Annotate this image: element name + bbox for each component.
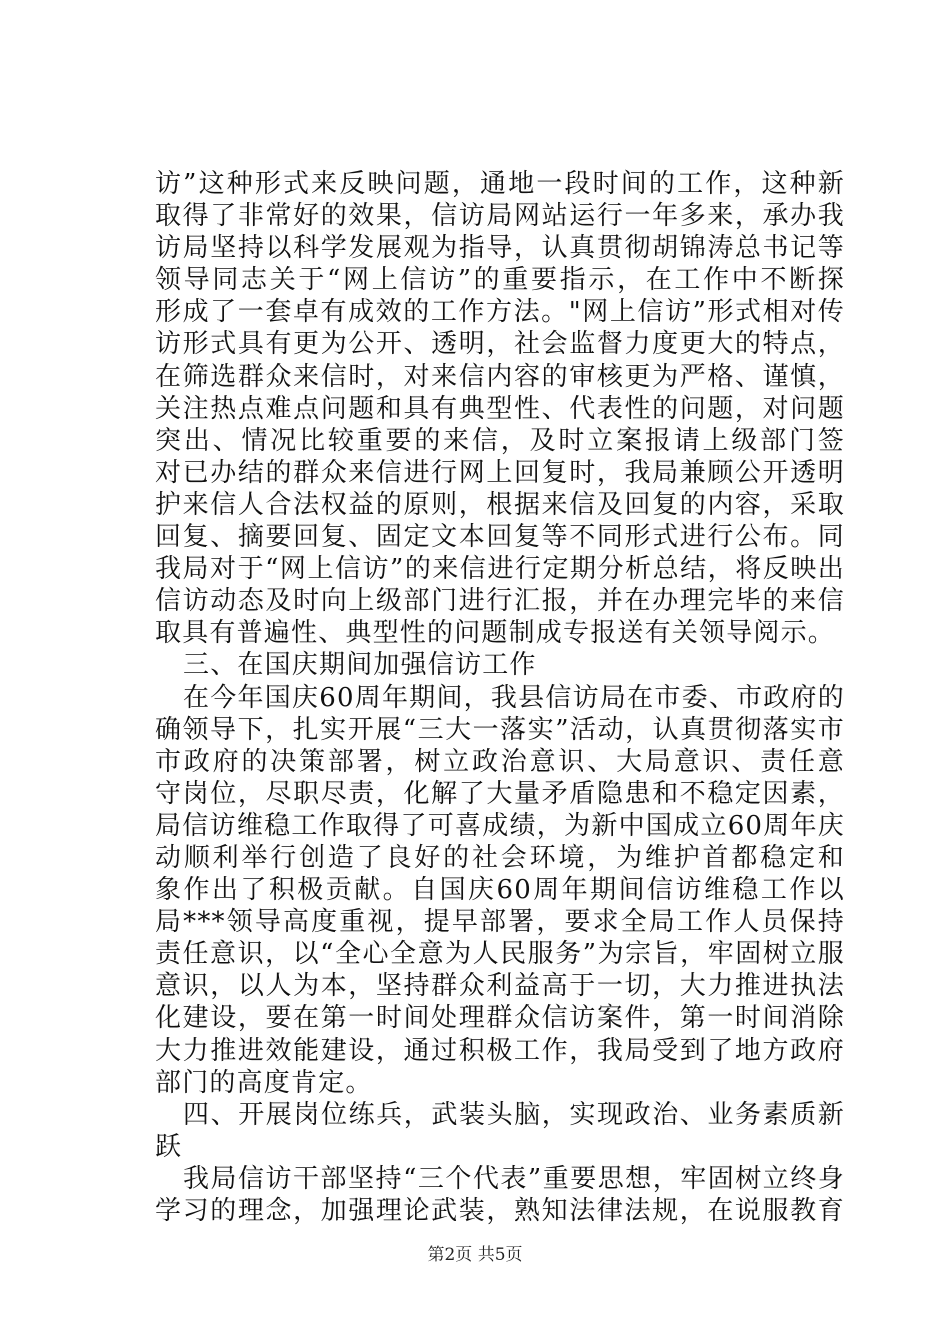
text-line: 信访动态及时向上级部门进行汇报，并在办理完毕的来信: [155, 586, 845, 617]
document-body: [155, 168, 845, 1227]
text-line: 局信访维稳工作取得了可喜成绩，为新中国成立60周年庆: [155, 810, 845, 841]
text-line: 关注热点难点问题和具有典型性、代表性的问题，对问题: [155, 393, 845, 424]
text-line: 大力推进效能建设，通过积极工作，我局受到了地方政府: [155, 1035, 845, 1066]
text-line: 责任意识，以“全心全意为人民服务”为宗旨，牢固树立服: [155, 939, 845, 970]
text-line: 象作出了积极贡献。自国庆60周年期间信访维稳工作以: [155, 875, 845, 906]
text-line: 意识，以人为本，坚持群众利益高于一切，大力推进执法: [155, 971, 845, 1002]
text-line: 学习的理念，加强理论武装，熟知法律法规，在说服教育: [155, 1196, 845, 1226]
text-line: 我局对于“网上信访”的来信进行定期分析总结，将反映出: [155, 554, 845, 585]
text-line: 护来信人合法权益的原则，根据来信及回复的内容，采取: [155, 489, 845, 520]
text-line: 我局信访干部坚持“三个代表”重要思想，牢固树立终身: [183, 1163, 845, 1194]
text-line: 化建设，要在第一时间处理群众信访案件，第一时间消除: [155, 1003, 845, 1034]
text-line: 对已办结的群众来信进行网上回复时，我局兼顾公开透明: [155, 457, 845, 488]
section-heading: 三、在国庆期间加强信访工作: [183, 650, 537, 681]
section-heading: 四、开展岗位练兵，武装头脑，实现政治、业务素质新: [183, 1099, 845, 1130]
text-line: 市政府的决策部署，树立政治意识、大局意识、责任意: [155, 746, 845, 777]
text-line: 取具有普遍性、典型性的问题制成专报送有关领导阅示。: [155, 618, 836, 649]
text-line: 领导同志关于“网上信访”的重要指示，在工作中不断探: [155, 265, 845, 296]
text-line: 访局坚持以科学发展观为指导，认真贯彻胡锦涛总书记等: [155, 233, 845, 264]
text-line: 访形式具有更为公开、透明，社会监督力度更大的特点，: [155, 329, 845, 360]
page-number-footer: 第2页 共5页: [427, 1245, 523, 1265]
text-line: 守岗位，尽职尽责，化解了大量矛盾隐患和不稳定因素，: [155, 778, 845, 809]
text-line: 在今年国庆60周年期间，我县信访局在市委、市政府的: [183, 682, 845, 713]
text-line: 局***领导高度重视，提早部署，要求全局工作人员保持: [155, 907, 845, 938]
text-line: 访”这种形式来反映问题，通地一段时间的工作，这种新: [155, 169, 845, 199]
text-line: 回复、摘要回复、固定文本回复等不同形式进行公布。同: [155, 522, 845, 553]
section-heading-continued: 跃: [155, 1131, 183, 1162]
text-line: 在筛选群众来信时，对来信内容的审核更为严格、谨慎，: [155, 361, 845, 392]
text-line: 动顺利举行创造了良好的社会环境，为维护首都稳定和: [155, 842, 845, 873]
text-line: 取得了非常好的效果，信访局网站运行一年多来，承办我: [155, 201, 845, 232]
text-line: 确领导下，扎实开展“三大一落实”活动，认真贯彻落实市: [155, 714, 845, 745]
text-line: 突出、情况比较重要的来信，及时立案报请上级部门签: [155, 425, 845, 456]
text-line: 形成了一套卓有成效的工作方法。"网上信访”形式相对传: [155, 297, 845, 328]
text-line: 部门的高度肯定。: [155, 1067, 373, 1098]
